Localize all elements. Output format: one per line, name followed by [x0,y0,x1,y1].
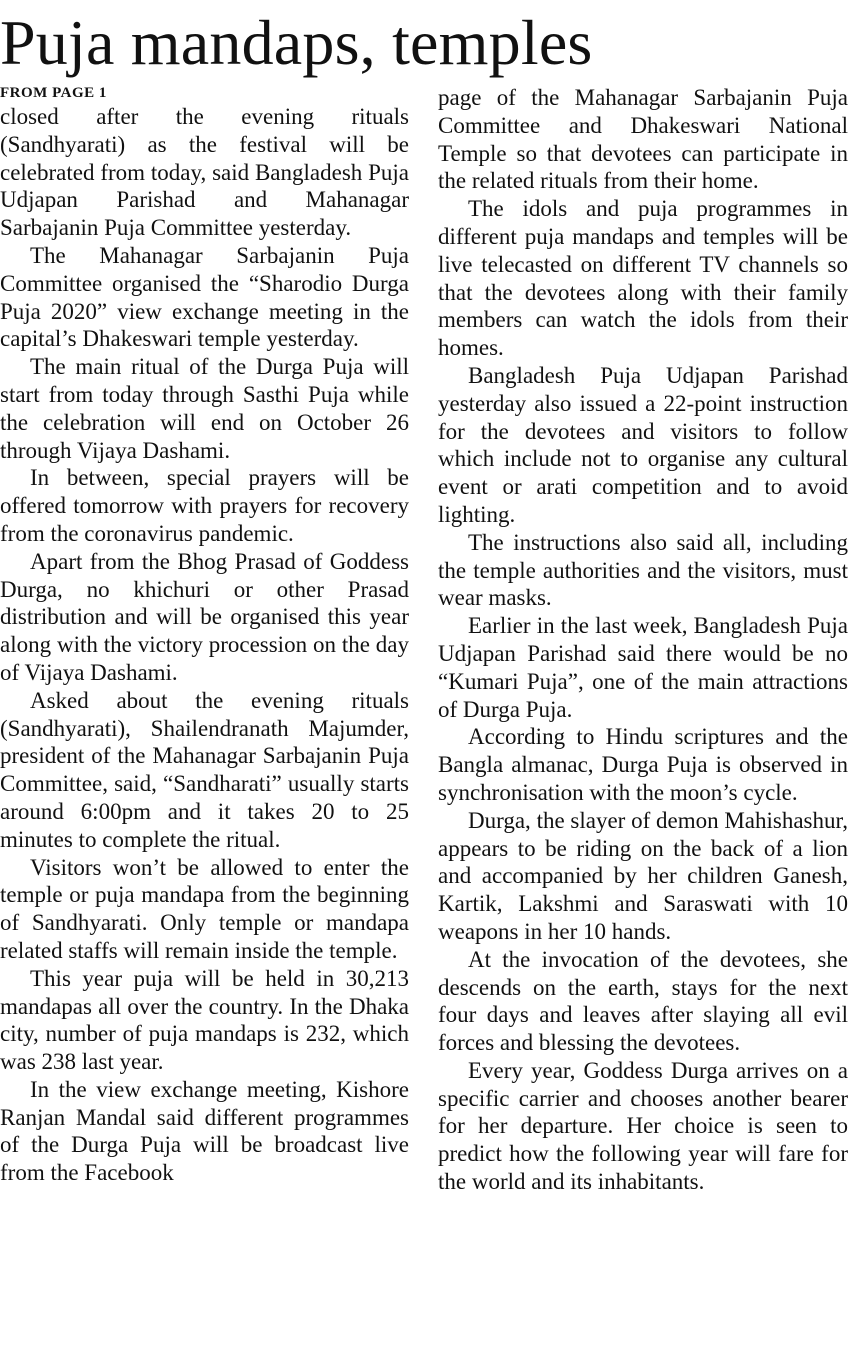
paragraph: In between, special prayers will be offered tomorrow with prayers for recovery from the coronavirus pandemic. [0,465,409,546]
paragraph: In the view exchange meeting, Kishore Ranjan Mandal said different programmes of the Durga Puja will be broadcast live from the Facebook [0,1076,409,1186]
headline: Puja mandaps, temples [0,7,593,78]
paragraph: The idols and puja programmes in different puja mandaps and temples will be live telecasted on different TV channels so that the devotees along with their family members can watch the idols from their homes. [438,196,848,361]
paragraph: Earlier in the last week, Bangladesh Puja Udjapan Parishad said there would be no “Kumari Puja”, one of the main attractions of Durga Puja. [438,613,848,722]
paragraph: At the invocation of the devotees, she descends on the earth, stays for the next four days and leaves after slaying all evil forces and blessing the devotees. [438,946,848,1056]
paragraph: Asked about the evening rituals (Sandhyarati), Shailendranath Majumder, president of the Mahanagar Sarbajanin Puja Committee, said, “Sandharati” usually starts around 6:00pm and it takes 20 to 25 minutes to complete the ritual. [0,687,409,852]
paragraph: The Mahanagar Sarbajanin Puja Committee organised the “Sharodio Durga Puja 2020” view exchange meeting in the capital’s Dhakeswari temple yesterday. [0,242,409,352]
paragraph: Durga, the slayer of demon Mahishashur, appears to be riding on the back of a lion and accompanied by her children Ganesh, Kartik, Lakshmi and Saraswati with 10 weapons in her 10 hands. [438,807,848,944]
paragraph: According to Hindu scriptures and the Bangla almanac, Durga Puja is observed in synchronisation with the moon’s cycle. [438,724,848,805]
paragraph: The main ritual of the Durga Puja will start from today through Sasthi Puja while the celebration will end on October 26 through Vijaya Dashami. [0,354,409,463]
paragraph: Visitors won’t be allowed to enter the temple or puja mandapa from the beginning of Sandhyarati. Only temple or mandapa related staffs will remain inside the temple. [0,854,409,963]
paragraph: This year puja will be held in 30,213 mandapas all over the country. In the Dhaka city, number of puja mandaps is 232, which was 238 last year. [0,965,409,1075]
paragraph: Every year, Goddess Durga arrives on a specific carrier and chooses another bearer for her departure. Her choice is seen to predict how the following year will fare for the world and its inhabitants. [438,1057,848,1195]
paragraph: The instructions also said all, including the temple authorities and the visitors, must wear masks. [438,529,848,611]
paragraph: Bangladesh Puja Udjapan Parishad yesterday also issued a 22-point instruction for the devotees and visitors to follow which include not to organise any cultural event or arati competition and to avoid lighting. [438,362,848,527]
jump-label: FROM PAGE 1 [0,85,107,101]
paragraph: page of the Mahanagar Sarbajanin Puja Committee and Dhakeswari National Temple so that devotees can participate in the related rituals from their home. [438,85,848,194]
article-column-right [438,84,848,1196]
paragraph: Apart from the Bhog Prasad of Goddess Durga, no khichuri or other Prasad distribution and will be organised this year along with the victory procession on the day of Vijaya Dashami. [0,548,409,685]
paragraph: closed after the evening rituals (Sandhyarati) as the festival will be celebrated from today, said Bangladesh Puja Udjapan Parishad and Mahanagar Sarbajanin Puja Committee yesterday. [0,104,409,241]
article-column-left [0,84,409,1187]
